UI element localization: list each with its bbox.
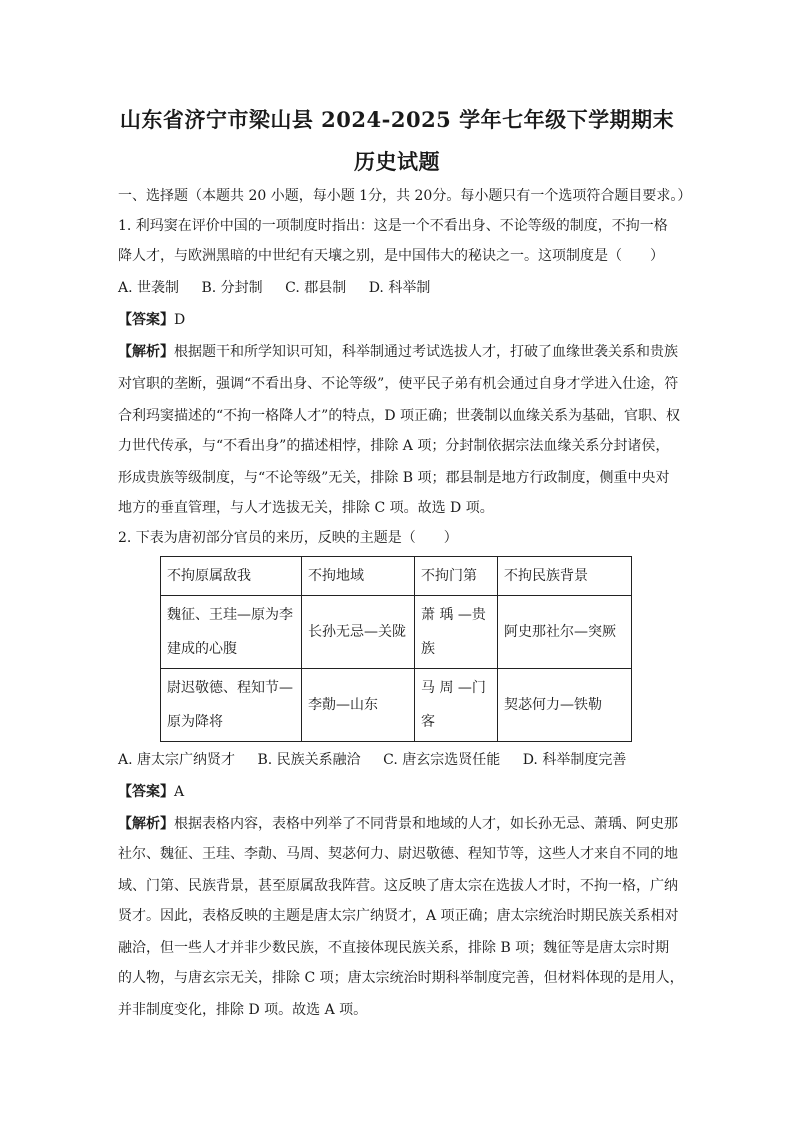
q1-option-a: A. 世袭制 — [118, 280, 180, 296]
question-2-stem: 2. 下表为唐初部分官员的来历，反映的主题是（ ） — [118, 530, 458, 546]
table-cell: 李勣—山东 — [302, 669, 415, 742]
table-header-cell: 不拘民族背景 — [498, 557, 632, 596]
question-1-analysis-line: 地方的垂直管理，与人才选拔无关，排除 C 项。故选 D 项。 — [118, 500, 494, 516]
section-label: 【答案】 — [118, 312, 174, 328]
question-2-analysis-line: 贤才。因此，表格反映的主题是唐太宗广纳贤才，A 项正确；唐太宗统治时期民族关系相对 — [118, 908, 679, 924]
q2-option-c: C. 唐玄宗选贤任能 — [383, 752, 501, 768]
table-row — [161, 669, 632, 742]
table-cell: 尉迟敬德、程知节—原为降将 — [161, 669, 302, 742]
question-2-analysis-line: 【解析】根据表格内容，表格中列举了不同背景和地域的人才，如长孙无忌、萧瑀、阿史那 — [118, 816, 678, 832]
question-1-analysis-line: 【解析】根据题干和所学知识可知，科举制通过考试选拔人才，打破了血缘世袭关系和贵族 — [118, 344, 678, 360]
q1-option-d: D. 科举制 — [368, 280, 431, 296]
section-heading: 一、选择题（本题共 20 小题，每小题 1分，共 20分。每小题只有一个选项符合题目要求。） — [118, 188, 692, 204]
q2-option-b: B. 民族关系融洽 — [257, 752, 361, 768]
section-label: 【解析】 — [118, 344, 174, 360]
table-cell: 阿史那社尔—突厥 — [498, 596, 632, 669]
document-subtitle: 历史试题 — [354, 149, 440, 174]
question-2-analysis-line: 融洽，但一些人才并非少数民族，不直接体现民族关系，排除 B 项；魏征等是唐太宗时期 — [118, 940, 670, 956]
table-cell: 马 周 —门客 — [415, 669, 498, 742]
q1-option-c: C. 郡县制 — [285, 280, 347, 296]
question-2-answer: 【答案】A — [118, 784, 185, 800]
question-2-table — [160, 556, 632, 742]
q2-option-a: A. 唐太宗广纳贤才 — [118, 752, 236, 768]
table-cell: 萧 瑀 —贵族 — [415, 596, 498, 669]
question-1-stem-line-1: 1. 利玛窦在评价中国的一项制度时指出：这是一个不看出身、不论等级的制度，不拘一格 — [118, 218, 668, 234]
question-2-analysis-line: 社尔、魏征、王珪、李勣、马周、契苾何力、尉迟敬德、程知节等，这些人才来自不同的地 — [118, 846, 678, 862]
section-label: 【解析】 — [118, 816, 174, 832]
table-cell: 魏征、王珪—原为李建成的心腹 — [161, 596, 302, 669]
question-1-answer: 【答案】D — [118, 312, 186, 328]
q1-option-b: B. 分封制 — [201, 280, 263, 296]
table-header-row — [161, 557, 632, 596]
question-1-options — [118, 278, 448, 298]
question-2-analysis-line: 并非制度变化，排除 D 项。故选 A 项。 — [118, 1002, 368, 1018]
question-2-analysis-line: 的人物，与唐玄宗无关，排除 C 项；唐太宗统治时期科举制度完善，但材料体现的是用人， — [118, 970, 684, 986]
question-1-analysis-line: 合利玛窦描述的“不拘一格降人才”的特点，D 项正确；世袭制以血缘关系为基础，官职、权 — [118, 408, 680, 424]
question-1-analysis-line: 对官职的垄断，强调“不看出身、不论等级”，使平民子弟有机会通过自身才学进入仕途，符 — [118, 376, 679, 392]
section-label: 【答案】 — [118, 784, 174, 800]
question-1-analysis-line: 形成贵族等级制度，与“不论等级”无关，排除 B 项；郡县制是地方行政制度，侧重中央对 — [118, 470, 670, 486]
table-header-cell: 不拘原属敌我 — [161, 557, 302, 596]
document-title: 山东省济宁市梁山县 2024-2025 学年七年级下学期期末 — [119, 107, 675, 132]
question-2-analysis-line: 域、门第、民族背景，甚至原属敌我阵营。这反映了唐太宗在选拔人才时，不拘一格，广纳 — [118, 878, 678, 894]
table-header-cell: 不拘门第 — [415, 557, 498, 596]
question-2-options — [118, 750, 644, 770]
table-header-cell: 不拘地域 — [302, 557, 415, 596]
question-1-stem-line-2: 降人才，与欧洲黑暗的中世纪有天壤之别，是中国伟大的秘诀之一。这项制度是（ ） — [118, 248, 664, 264]
table-cell: 长孙无忌—关陇 — [302, 596, 415, 669]
q2-option-d: D. 科举制度完善 — [522, 752, 627, 768]
table-row — [161, 596, 632, 669]
table-cell: 契苾何力—铁勒 — [498, 669, 632, 742]
question-1-analysis-line: 力世代传承，与“不看出身”的描述相悖，排除 A 项；分封制依据宗法血缘关系分封诸侯， — [118, 438, 670, 454]
